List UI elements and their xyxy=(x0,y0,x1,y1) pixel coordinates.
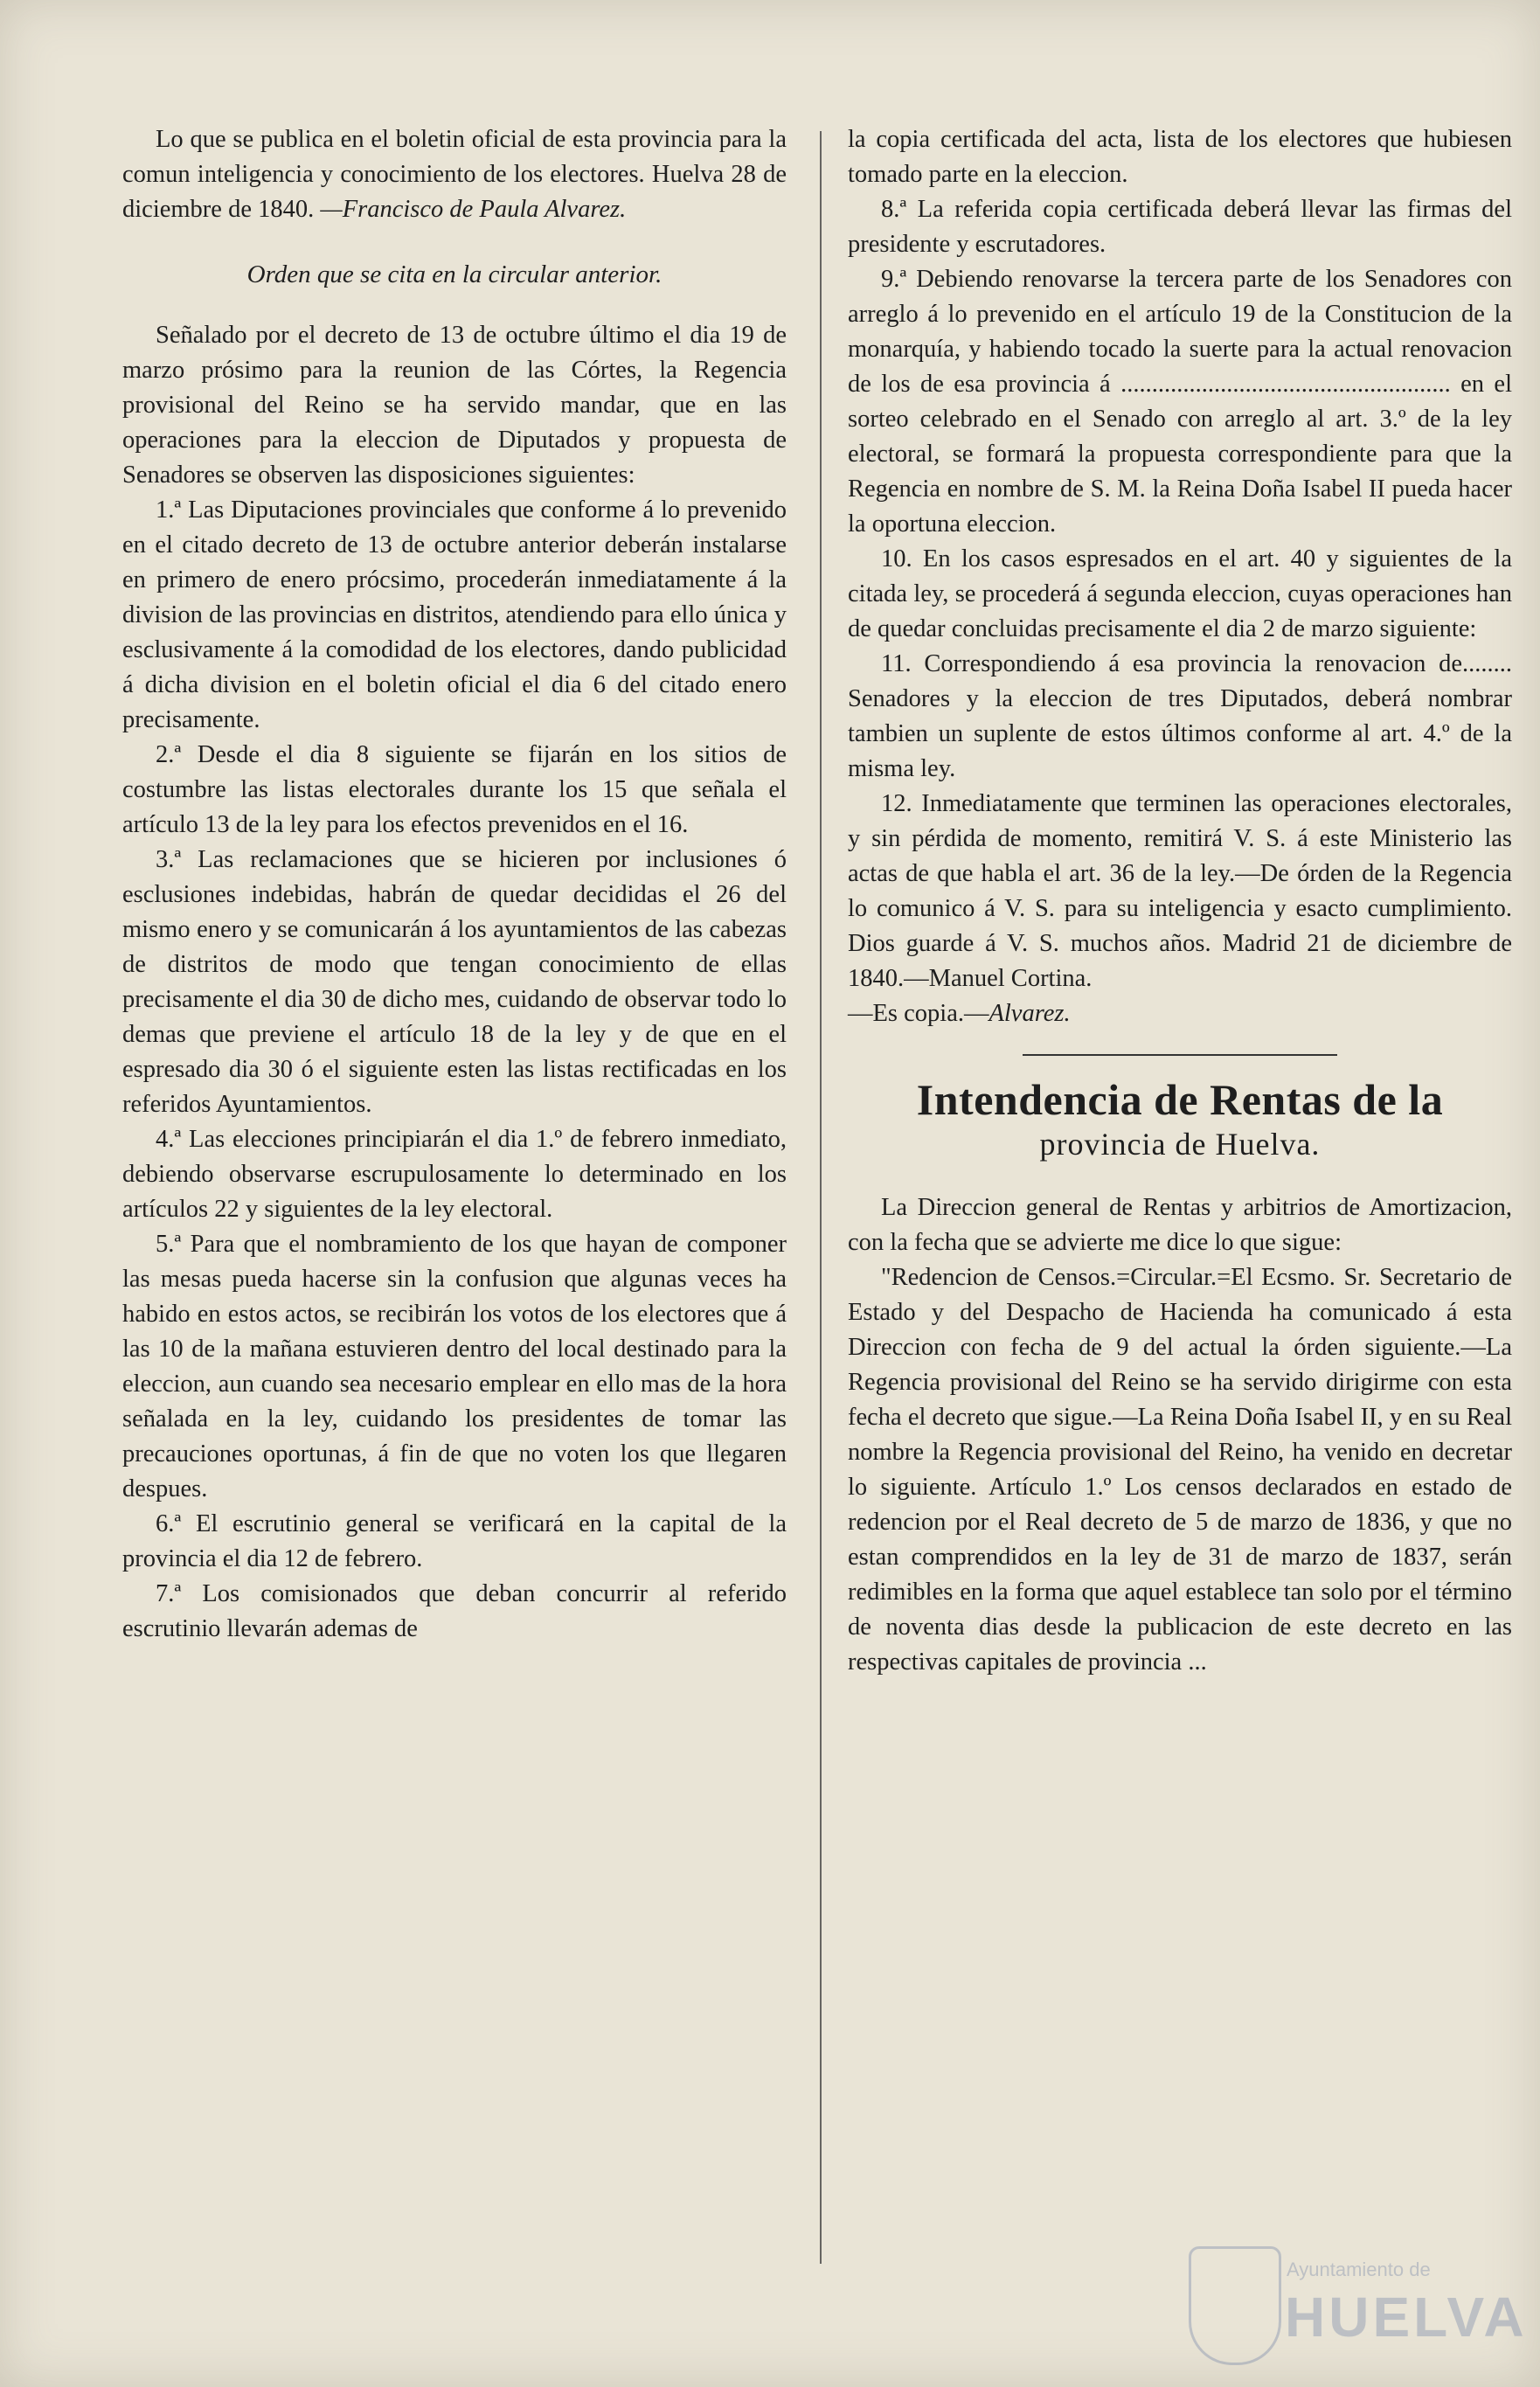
preamble-paragraph: Señalado por el decreto de 13 de octubre último el dia 19 de marzo prósimo para la reunion de las Córtes, la Regencia provisional del Reino se ha servido mandar, que en las operaciones para la eleccion de Diputados y propuesta de Senadores se observen las disposiciones siguientes: xyxy=(122,322,787,489)
rentas-intro-paragraph: La Direccion general de Rentas y arbitrios de Amortizacion, con la fecha que se advierte me dice lo que sigue: xyxy=(848,1194,1512,1256)
copy-note xyxy=(848,996,1512,1031)
article-2: 2.ª Desde el dia 8 siguiente se fijarán en los sitios de costumbre las listas electorales durante los 15 que señala el artículo 13 de la ley para los efectos prevenidos en el 16. xyxy=(122,741,787,838)
article-5: 5.ª Para que el nombramiento de los que hayan de componer las mesas pueda hacerse sin la confusion que algunas veces ha habido en estos actos, se recibirán los votos de los electores que á las 10 de la mañana estuvieren dentro del local destinado para la eleccion, aun cuando sea necesario emplear en ello mas de la hora señalada en la ley, cuidando los presidentes de tomar las precauciones oportunas, á fin de que no voten los que llegaren despues. xyxy=(122,1231,787,1502)
article-4: 4.ª Las elecciones principiarán el dia 1.º de febrero inmediato, debiendo observarse escrupulosamente lo determinado en los artículos 22 y siguientes de la ley electoral. xyxy=(122,1126,787,1223)
intro-paragraph xyxy=(122,122,787,227)
article-8: 8.ª La referida copia certificada deberá llevar las firmas del presidente y escrutadores. xyxy=(848,196,1512,258)
city-coat-of-arms-icon xyxy=(1189,2246,1281,2365)
right-column xyxy=(848,122,1512,1680)
article-12: 12. Inmediatamente que terminen las operaciones electorales, y sin pérdida de momento, remitirá V. S. á este Ministerio las actas de que habla el art. 36 de la ley.—De órden de la Regencia lo comunico á V. S. para su inteligencia y esacto cumplimiento. Dios guarde á V. S. muchos años. Madrid 21 de diciembre de 1840.—Manuel Cortina. xyxy=(848,790,1512,992)
archive-watermark xyxy=(1189,2246,1528,2369)
watermark-line2: HUELVA xyxy=(1285,2286,1528,2349)
section-subheading: provincia de Huelva. xyxy=(1039,1127,1321,1162)
article-1: 1.ª Las Diputaciones provinciales que conforme á lo prevenido en el citado decreto de 13 de octubre anterior deberán instalarse en primero de enero prócsimo, procederán inmediatamente á la division de las provincias en distritos, atendiendo para ello única y esclusivamente á la comodidad de los electores, dando publicidad á dicha division en el boletin oficial el dia 6 del citado enero precisamente. xyxy=(122,496,787,733)
article-10: 10. En los casos espresados en el art. 40 y siguientes de la citada ley, se procederá á segunda eleccion, cuyas operaciones han de quedar concluidas precisamente el dia 2 de marzo siguiente: xyxy=(848,545,1512,642)
article-11: 11. Correspondiendo á esa provincia la renovacion de........ Senadores y la eleccion de tres Diputados, deberá nombrar tambien un suplente de estos últimos conforme al art. 4.º de la misma ley. xyxy=(848,650,1512,782)
section-separator xyxy=(1023,1054,1337,1056)
intro-signature: —Francisco de Paula Alvarez. xyxy=(320,196,627,223)
copy-note-name: Alvarez. xyxy=(989,1000,1071,1027)
column-divider xyxy=(820,131,822,2264)
article-3: 3.ª Las reclamaciones que se hicieren por inclusiones ó esclusiones indebidas, habrán de quedar decididas el 26 del mismo enero y se comunicarán á los ayuntamientos de las cabezas de distritos de modo que tengan conocimiento de ellas precisamente el dia 30 de dicho mes, cuidando de observar todo lo demas que previene el artículo 18 de la ley y de que en el espresado dia 30 ó el siguiente esten las listas rectificadas en los referidos Ayuntamientos. xyxy=(122,846,787,1118)
left-column xyxy=(122,122,787,1647)
article-7-end: la copia certificada del acta, lista de los electores que hubiesen tomado parte en la eleccion. xyxy=(848,126,1512,188)
order-title: Orden que se cita en la circular anterior. xyxy=(246,260,662,288)
copy-note-prefix: —Es copia.— xyxy=(848,1000,989,1027)
section-heading: Intendencia de Rentas de la xyxy=(916,1075,1444,1124)
article-9: 9.ª Debiendo renovarse la tercera parte de los Senadores con arreglo á lo prevenido en el artículo 19 de la Constitucion de la monarquía, y habiendo tocado la suerte para la actual renovacion de los de esa provincia á ..................................................... en el sorteo celebrado en el Senado con arreglo al art. 3.º de la ley electoral, se formará la propuesta correspondiente para que la Regencia en nombre de S. M. la Reina Doña Isabel II pueda hacer la oportuna eleccion. xyxy=(848,266,1512,538)
article-6: 6.ª El escrutinio general se verificará en la capital de la provincia el dia 12 de febrero. xyxy=(122,1510,787,1572)
rentas-body-paragraph: "Redencion de Censos.=Circular.=El Ecsmo. Sr. Secretario de Estado y del Despacho de Hacienda ha comunicado á esta Direccion con fecha de 9 del actual la órden siguiente.—La Regencia provisional del Reino se ha servido dirigirme con esta fecha el decreto que sigue.—La Reina Doña Isabel II, y en su Real nombre la Regencia provisional del Reino, ha venido en decretar lo siguiente. Artículo 1.º Los censos declarados en estado de redencion por el Real decreto de 5 de marzo de 1836, y que no estan comprendidos en la ley de 31 de marzo de 1837, serán redimibles en la forma que aquel establece tan solo por el término de noventa dias desde la publicacion de este decreto en las respectivas capitales de provincia ... xyxy=(848,1264,1512,1676)
intro-text: Lo que se publica en el boletin oficial de esta provincia para la comun inteligencia y conocimiento de los electores. Huelva 28 de diciembre de 1840. xyxy=(122,126,787,223)
watermark-line1: Ayuntamiento de xyxy=(1287,2259,1431,2280)
article-7-start: 7.ª Los comisionados que deban concurrir al referido escrutinio llevarán ademas de xyxy=(122,1580,787,1642)
